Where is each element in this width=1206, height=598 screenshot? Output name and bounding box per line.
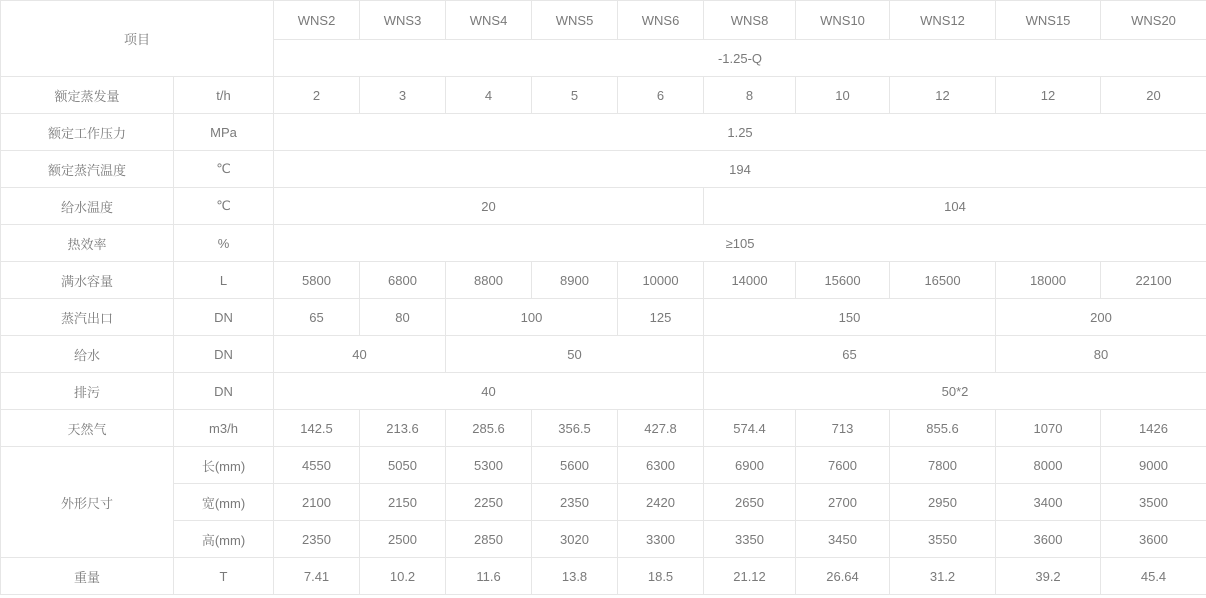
row-label: 满水容量 [1,262,174,299]
table-row [1,114,1206,151]
value-cell: 65 [704,336,996,373]
value-cell: 15600 [796,262,890,299]
value-cell: 3600 [996,521,1101,558]
table-body [1,77,1206,595]
value-cell: 2 [274,77,360,114]
value-cell: 2420 [618,484,704,521]
row-unit: DN [174,299,274,336]
value-cell: 13.8 [532,558,618,595]
table-row [1,484,1206,521]
value-cell: 356.5 [532,410,618,447]
value-cell: 10.2 [360,558,446,595]
row-unit: 宽(mm) [174,484,274,521]
value-cell: 200 [996,299,1206,336]
row-unit: m3/h [174,410,274,447]
row-label: 重量 [1,558,174,595]
value-cell: 574.4 [704,410,796,447]
value-cell: 2650 [704,484,796,521]
row-unit: DN [174,373,274,410]
model-column-header: WNS8 [704,1,796,40]
table-row [1,558,1206,595]
value-cell: 8000 [996,447,1101,484]
value-cell: 427.8 [618,410,704,447]
row-label: 额定蒸汽温度 [1,151,174,188]
value-cell: 2350 [274,521,360,558]
value-cell: 6800 [360,262,446,299]
value-cell: 7.41 [274,558,360,595]
row-label: 外形尺寸 [1,447,174,558]
value-cell: 10000 [618,262,704,299]
value-cell: 5300 [446,447,532,484]
value-cell: 3600 [1101,521,1206,558]
row-label: 额定工作压力 [1,114,174,151]
value-cell: 5 [532,77,618,114]
value-cell: ≥105 [274,225,1206,262]
row-label: 蒸汽出口 [1,299,174,336]
table-row [1,299,1206,336]
value-cell: 50*2 [704,373,1206,410]
model-column-header: WNS10 [796,1,890,40]
value-cell: 50 [446,336,704,373]
model-column-header: WNS2 [274,1,360,40]
value-cell: 16500 [890,262,996,299]
row-unit: T [174,558,274,595]
row-unit: 高(mm) [174,521,274,558]
value-cell: 10 [796,77,890,114]
value-cell: 6900 [704,447,796,484]
value-cell: 6 [618,77,704,114]
value-cell: 2500 [360,521,446,558]
value-cell: 3450 [796,521,890,558]
corner-header-project: 项目 [1,1,274,77]
value-cell: 4 [446,77,532,114]
value-cell: 213.6 [360,410,446,447]
value-cell: 8 [704,77,796,114]
value-cell: 12 [890,77,996,114]
value-cell: 3020 [532,521,618,558]
table-row [1,336,1206,373]
value-cell: 100 [446,299,618,336]
value-cell: 2850 [446,521,532,558]
table-row [1,410,1206,447]
value-cell: 1426 [1101,410,1206,447]
value-cell: 142.5 [274,410,360,447]
table-row [1,151,1206,188]
value-cell: 20 [274,188,704,225]
row-unit: DN [174,336,274,373]
value-cell: 285.6 [446,410,532,447]
value-cell: 18000 [996,262,1101,299]
row-label: 热效率 [1,225,174,262]
table-row [1,447,1206,484]
value-cell: 713 [796,410,890,447]
value-cell: 5800 [274,262,360,299]
row-label: 额定蒸发量 [1,77,174,114]
value-cell: 65 [274,299,360,336]
value-cell: 12 [996,77,1101,114]
value-cell: 2250 [446,484,532,521]
row-label: 给水温度 [1,188,174,225]
value-cell: 2950 [890,484,996,521]
value-cell: 1070 [996,410,1101,447]
row-unit: 长(mm) [174,447,274,484]
value-cell: 21.12 [704,558,796,595]
value-cell: 22100 [1101,262,1206,299]
row-unit: L [174,262,274,299]
value-cell: 5050 [360,447,446,484]
model-column-header: WNS12 [890,1,996,40]
value-cell: 194 [274,151,1206,188]
row-label: 排污 [1,373,174,410]
value-cell: 4550 [274,447,360,484]
row-label: 给水 [1,336,174,373]
row-unit: t/h [174,77,274,114]
table-row [1,262,1206,299]
value-cell: 2350 [532,484,618,521]
table-row [1,77,1206,114]
value-cell: 80 [996,336,1206,373]
value-cell: 11.6 [446,558,532,595]
model-column-header: WNS15 [996,1,1101,40]
value-cell: 3 [360,77,446,114]
value-cell: 1.25 [274,114,1206,151]
value-cell: 40 [274,373,704,410]
value-cell: 8900 [532,262,618,299]
value-cell: 3500 [1101,484,1206,521]
value-cell: 150 [704,299,996,336]
value-cell: 2150 [360,484,446,521]
model-column-header: WNS3 [360,1,446,40]
value-cell: 3400 [996,484,1101,521]
value-cell: 9000 [1101,447,1206,484]
value-cell: 7600 [796,447,890,484]
table-row [1,521,1206,558]
model-spec-code-cell: -1.25-Q [274,40,1206,77]
value-cell: 39.2 [996,558,1101,595]
value-cell: 18.5 [618,558,704,595]
row-label: 天然气 [1,410,174,447]
value-cell: 3350 [704,521,796,558]
value-cell: 80 [360,299,446,336]
value-cell: 20 [1101,77,1206,114]
value-cell: 31.2 [890,558,996,595]
value-cell: 6300 [618,447,704,484]
model-column-header: WNS4 [446,1,532,40]
value-cell: 7800 [890,447,996,484]
value-cell: 8800 [446,262,532,299]
value-cell: 26.64 [796,558,890,595]
value-cell: 2700 [796,484,890,521]
model-column-header: WNS20 [1101,1,1206,40]
value-cell: 3300 [618,521,704,558]
model-column-header: WNS6 [618,1,704,40]
row-unit: ℃ [174,151,274,188]
value-cell: 5600 [532,447,618,484]
model-column-header: WNS5 [532,1,618,40]
value-cell: 125 [618,299,704,336]
row-unit: MPa [174,114,274,151]
value-cell: 3550 [890,521,996,558]
value-cell: 40 [274,336,446,373]
row-unit: ℃ [174,188,274,225]
value-cell: 2100 [274,484,360,521]
table-row [1,225,1206,262]
table-header [1,1,1206,77]
value-cell: 14000 [704,262,796,299]
table-row [1,188,1206,225]
value-cell: 855.6 [890,410,996,447]
value-cell: 45.4 [1101,558,1206,595]
value-cell: 104 [704,188,1206,225]
row-unit: % [174,225,274,262]
table-row [1,373,1206,410]
